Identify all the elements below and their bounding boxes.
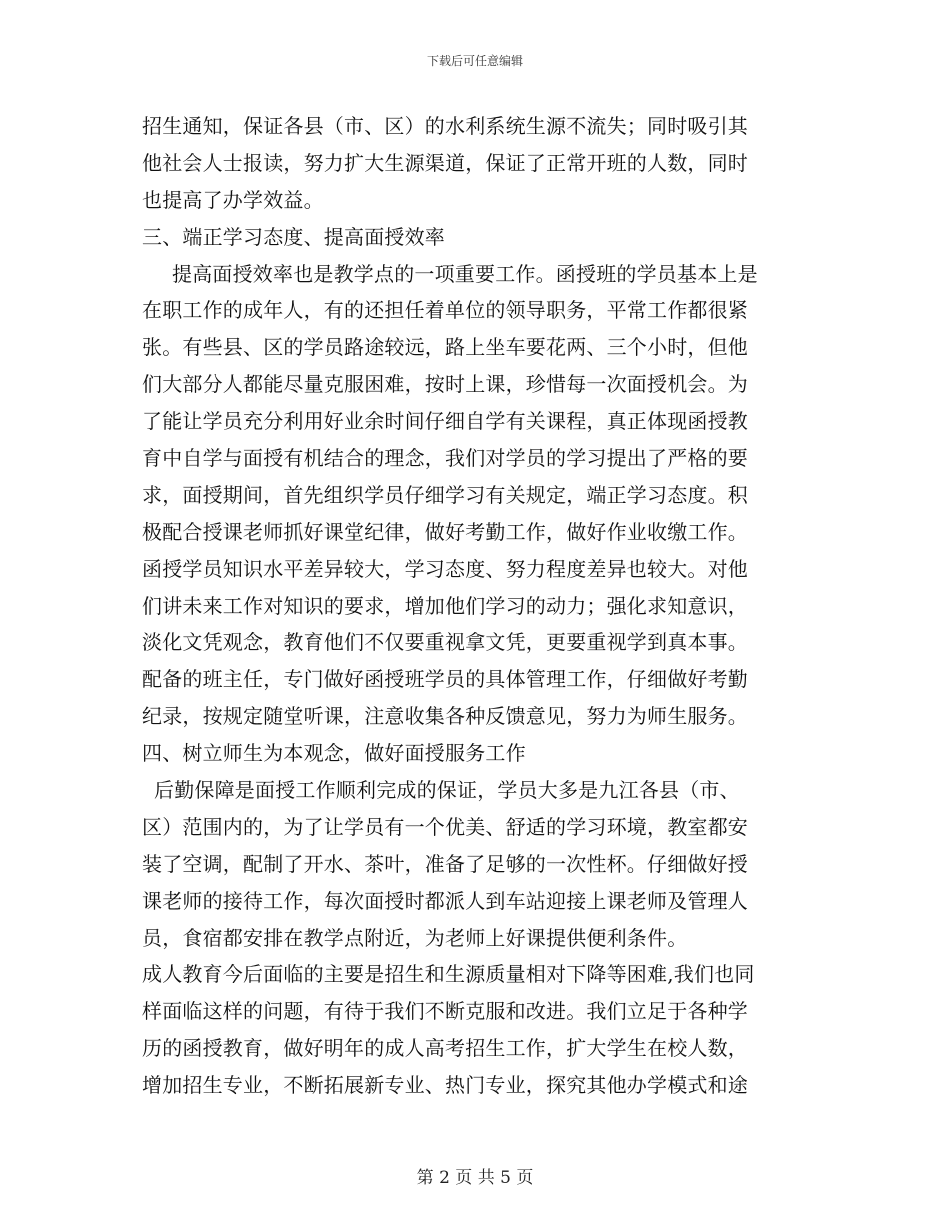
text-line: 极配合授课老师抓好课堂纪律，做好考勤工作，做好作业收缴工作。 xyxy=(142,519,748,544)
text-line: 们大部分人都能尽量克服困难，按时上课，珍惜每一次面授机会。为 xyxy=(142,372,748,397)
text-line: 区）范围内的，为了让学员有一个优美、舒适的学习环境，教室都安 xyxy=(142,814,748,839)
text-line: 配备的班主任，专门做好函授班学员的具体管理工作，仔细做好考勤 xyxy=(142,667,748,692)
text-line: 成人教育今后面临的主要是招生和生源质量相对下降等困难,我们也同 xyxy=(142,962,755,987)
text-line: 纪录，按规定随堂听课，注意收集各种反馈意见，努力为师生服务。 xyxy=(142,704,748,729)
section-heading: 四、树立师生为本观念，做好面授服务工作 xyxy=(142,741,526,766)
text-line: 了能让学员充分利用好业余时间仔细自学有关课程，真正体现函授教 xyxy=(142,409,748,434)
section-heading: 三、端正学习态度、提高面授效率 xyxy=(142,224,445,249)
text-line: 员，食宿都安排在教学点附近，为老师上好课提供便利条件。 xyxy=(142,925,688,950)
body-text xyxy=(142,108,814,1104)
text-line: 函授学员知识水平差异较大，学习态度、努力程度差异也较大。对他 xyxy=(142,556,748,581)
text-line: 求，面授期间，首先组织学员仔细学习有关规定，端正学习态度。积 xyxy=(142,482,748,507)
text-line: 课老师的接待工作，每次面授时都派人到车站迎接上课老师及管理人 xyxy=(142,888,748,913)
page-header: 下载后可任意编辑 xyxy=(426,54,523,68)
text-line: 育中自学与面授有机结合的理念，我们对学员的学习提出了严格的要 xyxy=(142,446,748,471)
text-line: 提高面授效率也是教学点的一项重要工作。函授班的学员基本上是 xyxy=(172,261,758,286)
text-line: 装了空调，配制了开水、茶叶，准备了足够的一次性杯。仔细做好授 xyxy=(142,851,748,876)
text-line: 历的函授教育，做好明年的成人高考招生工作，扩大学生在校人数， xyxy=(142,1036,748,1061)
text-line: 也提高了办学效益。 xyxy=(142,187,324,212)
text-line: 增加招生专业，不断拓展新专业、热门专业，探究其他办学模式和途 xyxy=(142,1073,748,1098)
text-line: 招生通知，保证各县（市、区）的水利系统生源不流失；同时吸引其 xyxy=(142,114,748,138)
text-line: 淡化文凭观念，教育他们不仅要重视拿文凭，更要重视学到真本事。 xyxy=(142,630,748,655)
text-line: 在职工作的成年人，有的还担任着单位的领导职务，平常工作都很紧 xyxy=(142,298,748,323)
text-line: 张。有些县、区的学员路途较远，路上坐车要花两、三个小时，但他 xyxy=(142,335,748,360)
text-line: 样面临这样的问题，有待于我们不断克服和改进。我们立足于各种学 xyxy=(142,999,748,1024)
text-line: 后勤保障是面授工作顺利完成的保证，学员大多是九江各县（市、 xyxy=(154,778,740,803)
text-line: 他社会人士报读，努力扩大生源渠道，保证了正常开班的人数，同时 xyxy=(142,150,748,175)
text-line: 们讲未来工作对知识的要求，增加他们学习的动力；强化求知意识， xyxy=(142,593,748,618)
page-footer: 第 2 页 共 5 页 xyxy=(416,1168,534,1188)
